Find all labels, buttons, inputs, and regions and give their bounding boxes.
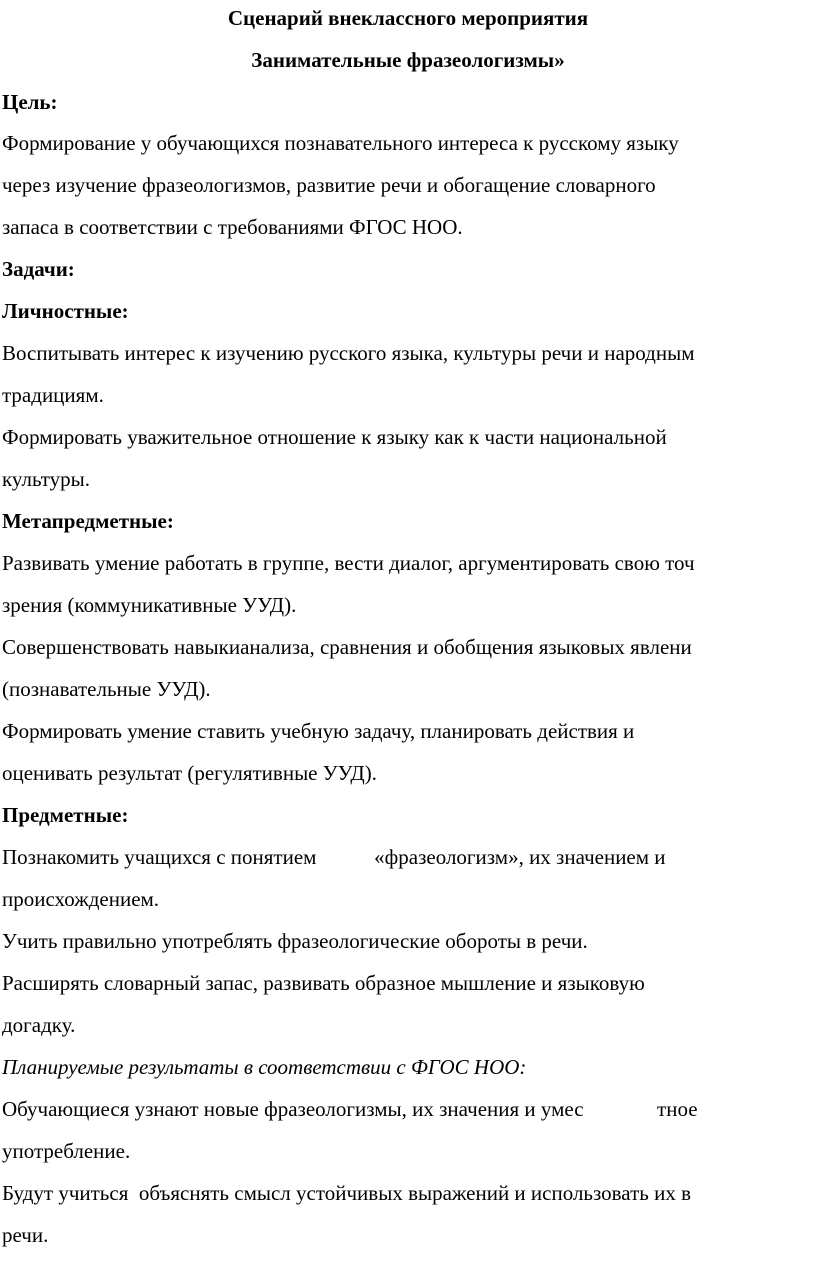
goal-line: через изучение фразеологизмов, развитие речи и обогащение словарного xyxy=(2,173,656,197)
results-line: употребление. xyxy=(2,1139,131,1163)
results-line: Обучающиеся узнают новые фразеологизмы, их значения и умес тное xyxy=(2,1097,698,1121)
goal-heading: Цель: xyxy=(2,90,58,114)
metasubject-line: Развивать умение работать в группе, вести диалог, аргументировать свою точ xyxy=(2,551,695,575)
results-heading: Планируемые результаты в соответствии с ФГОС НОО: xyxy=(2,1055,527,1079)
goal-line: Формирование у обучающихся познавательного интереса к русскому языку xyxy=(2,131,679,155)
metasubject-line: зрения (коммуникативные УУД). xyxy=(2,593,297,617)
subject-line: Познакомить учащихся с понятием «фразеологизм», их значением и xyxy=(2,845,666,869)
personal-heading: Личностные: xyxy=(2,299,129,323)
subject-line: происхождением. xyxy=(2,887,160,911)
subject-line: догадку. xyxy=(2,1013,76,1037)
personal-line: Формировать уважительное отношение к языку как к части национальной xyxy=(2,425,667,449)
results-line: Будут учиться объяснять смысл устойчивых выражений и использовать их в xyxy=(2,1181,691,1205)
metasubject-line: Формировать умение ставить учебную задачу, планировать действия и xyxy=(2,719,635,743)
personal-line: культуры. xyxy=(2,467,90,491)
metasubject-line: Совершенствовать навыкианализа, сравнения и обобщения языковых явлени xyxy=(2,635,692,659)
metasubject-heading: Метапредметные: xyxy=(2,509,174,533)
metasubject-line: (познавательные УУД). xyxy=(2,677,211,701)
goal-line: запаса в соответствии с требованиями ФГОС НОО. xyxy=(2,215,463,239)
subject-line: Расширять словарный запас, развивать образное мышление и языковую xyxy=(2,971,645,995)
tasks-heading: Задачи: xyxy=(2,257,75,281)
personal-line: Воспитывать интерес к изучению русского языка, культуры речи и народным xyxy=(2,341,695,365)
document-subtitle: Занимательные фразеологизмы» xyxy=(251,48,565,72)
metasubject-line: оценивать результат (регулятивные УУД). xyxy=(2,761,377,785)
personal-line: традициям. xyxy=(2,383,104,407)
document-title: Сценарий внеклассного мероприятия xyxy=(227,6,589,30)
results-line: речи. xyxy=(2,1223,49,1247)
subject-heading: Предметные: xyxy=(2,803,129,827)
subject-line: Учить правильно употреблять фразеологические обороты в речи. xyxy=(2,929,588,953)
